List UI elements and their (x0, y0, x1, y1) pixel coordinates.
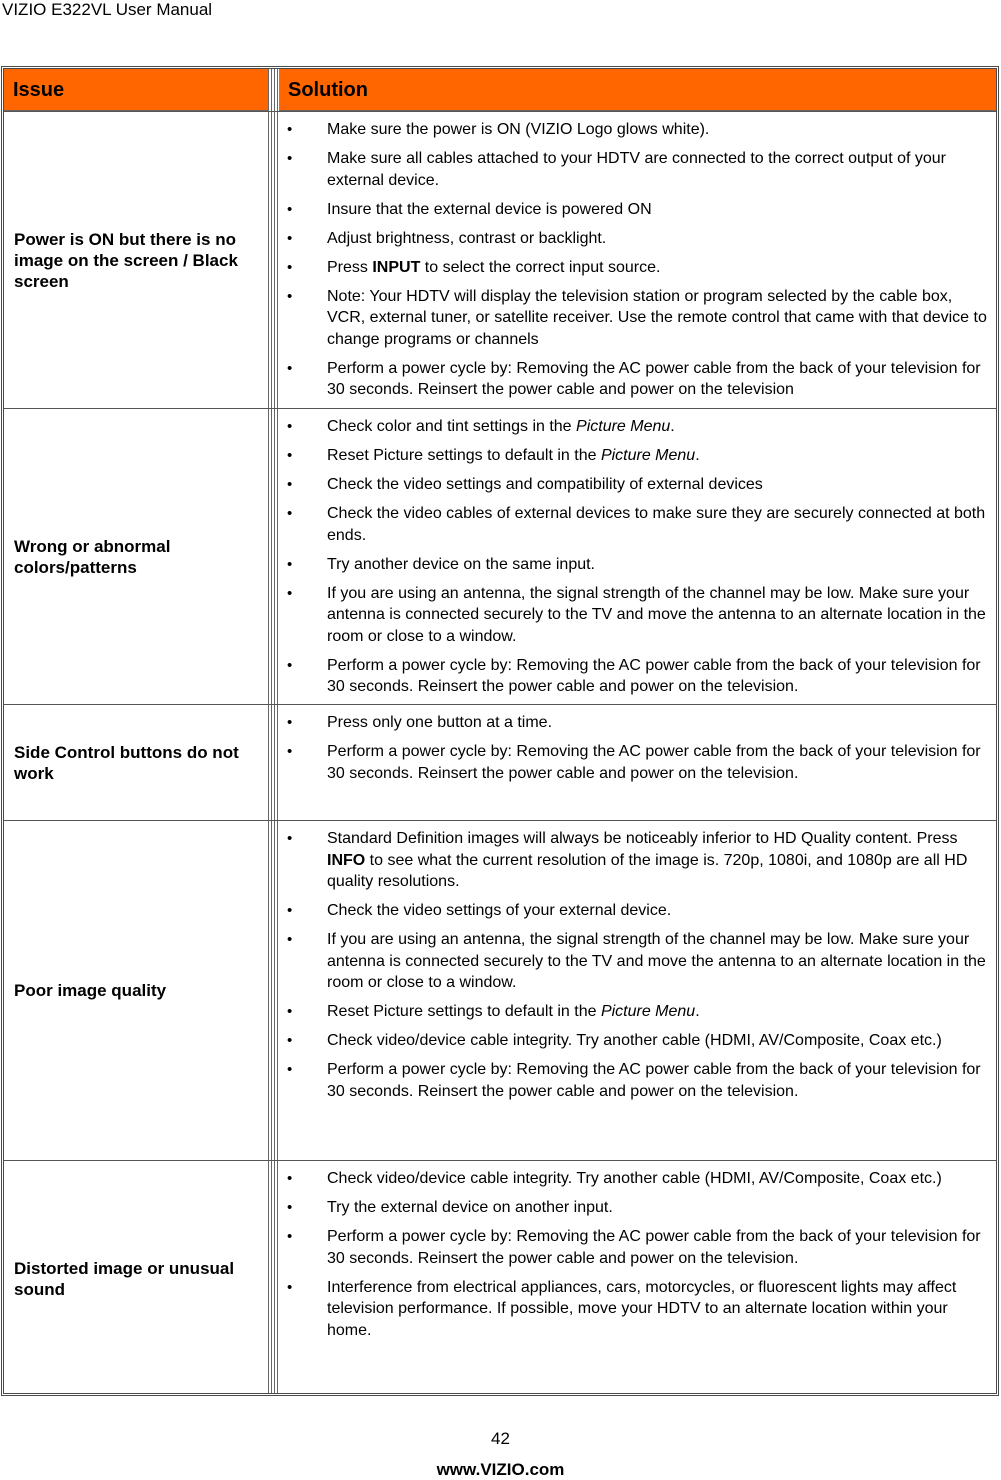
list-item: • Press only one button at a time. (285, 712, 992, 734)
issue-cell: Distorted image or unusual sound (14, 1258, 235, 1299)
list-item: • Perform a power cycle by: Removing the AC power cable from the back of your television for 30 seconds. Reinsert the power cable and power on the television. (285, 741, 992, 784)
list-item: • Press INPUT to select the correct input source. (285, 257, 992, 279)
list-item: • Try the external device on another input. (285, 1197, 992, 1219)
solution-list (285, 828, 992, 1102)
list-item: • Perform a power cycle by: Removing the AC power cable from the back of your television for 30 seconds. Reinsert the power cable and power on the television. (285, 655, 992, 698)
issue-cell: Poor image quality (14, 981, 167, 1000)
list-item: • Reset Picture settings to default in the Picture Menu. (285, 1001, 992, 1023)
list-item: • If you are using an antenna, the signal strength of the channel may be low. Make sure your antenna is connected securely to the TV and move the antenna to an alternate location in the room or close to a window. (285, 583, 992, 648)
list-item: • Adjust brightness, contrast or backlight. (285, 228, 992, 250)
list-item: • Try another device on the same input. (285, 554, 992, 576)
table-row (4, 704, 996, 820)
issue-cell: Side Control buttons do not work (14, 742, 239, 783)
column-header-solution: Solution (279, 69, 996, 111)
solution-list (285, 119, 992, 401)
solution-cell (285, 712, 992, 792)
list-item: • Make sure the power is ON (VIZIO Logo glows white). (285, 119, 992, 141)
list-item: • Reset Picture settings to default in the Picture Menu. (285, 445, 992, 467)
solution-list (285, 712, 992, 784)
table-row (4, 820, 996, 1160)
solution-cell (285, 828, 992, 1110)
page-number: 42 (491, 1429, 510, 1448)
list-item: • Note: Your HDTV will display the television station or program selected by the cable box, VCR, external tuner, or satellite receiver. Use the remote control that came with that device to change programs or channels (285, 286, 992, 351)
solution-cell (285, 1168, 992, 1349)
list-item: • Perform a power cycle by: Removing the AC power cable from the back of your television for 30 seconds. Reinsert the power cable and power on the television. (285, 1059, 992, 1102)
list-item: • Check video/device cable integrity. Try another cable (HDMI, AV/Composite, Coax etc.) (285, 1030, 992, 1052)
list-item: • Check color and tint settings in the Picture Menu. (285, 416, 992, 438)
table-row (4, 408, 996, 704)
list-item: • Perform a power cycle by: Removing the AC power cable from the back of your television for 30 seconds. Reinsert the power cable and power on the television (285, 358, 992, 401)
list-item: • Make sure all cables attached to your HDTV are connected to the correct output of your external device. (285, 148, 992, 191)
list-item: • Standard Definition images will always be noticeably inferior to HD Quality content. Press INFO to see what the current resolution of the image is. 720p, 1080i, and 1080p are all HD quality resolutions. (285, 828, 992, 893)
list-item: • If you are using an antenna, the signal strength of the channel may be low. Make sure your antenna is connected securely to the TV and move the antenna to an alternate location in the room or close to a window. (285, 929, 992, 994)
website-link: www.VIZIO.com (436, 1460, 565, 1479)
list-item: • Check the video settings and compatibility of external devices (285, 474, 992, 496)
solution-cell (285, 416, 992, 705)
manual-title: VIZIO E322VL User Manual (2, 0, 213, 19)
column-header-issue: Issue (4, 69, 269, 111)
list-item: • Check the video settings of your external device. (285, 900, 992, 922)
solution-list (285, 416, 992, 698)
list-item: • Check the video cables of external devices to make sure they are securely connected at both ends. (285, 503, 992, 546)
table-row (4, 1160, 996, 1396)
table-row (4, 111, 996, 408)
list-item: • Perform a power cycle by: Removing the AC power cable from the back of your television for 30 seconds. Reinsert the power cable and power on the television. (285, 1226, 992, 1269)
solution-cell (285, 119, 992, 408)
solution-list (285, 1168, 992, 1341)
list-item: • Insure that the external device is powered ON (285, 199, 992, 221)
troubleshooting-table (1, 66, 999, 1396)
list-item: • Check video/device cable integrity. Try another cable (HDMI, AV/Composite, Coax etc.) (285, 1168, 992, 1190)
issue-cell: Power is ON but there is no image on the screen / Black screen (14, 229, 238, 291)
issue-cell: Wrong or abnormal colors/patterns (14, 536, 171, 577)
list-item: • Interference from electrical appliances, cars, motorcycles, or fluorescent lights may affect television performance. If possible, move your HDTV to an alternate location within your home. (285, 1277, 992, 1342)
